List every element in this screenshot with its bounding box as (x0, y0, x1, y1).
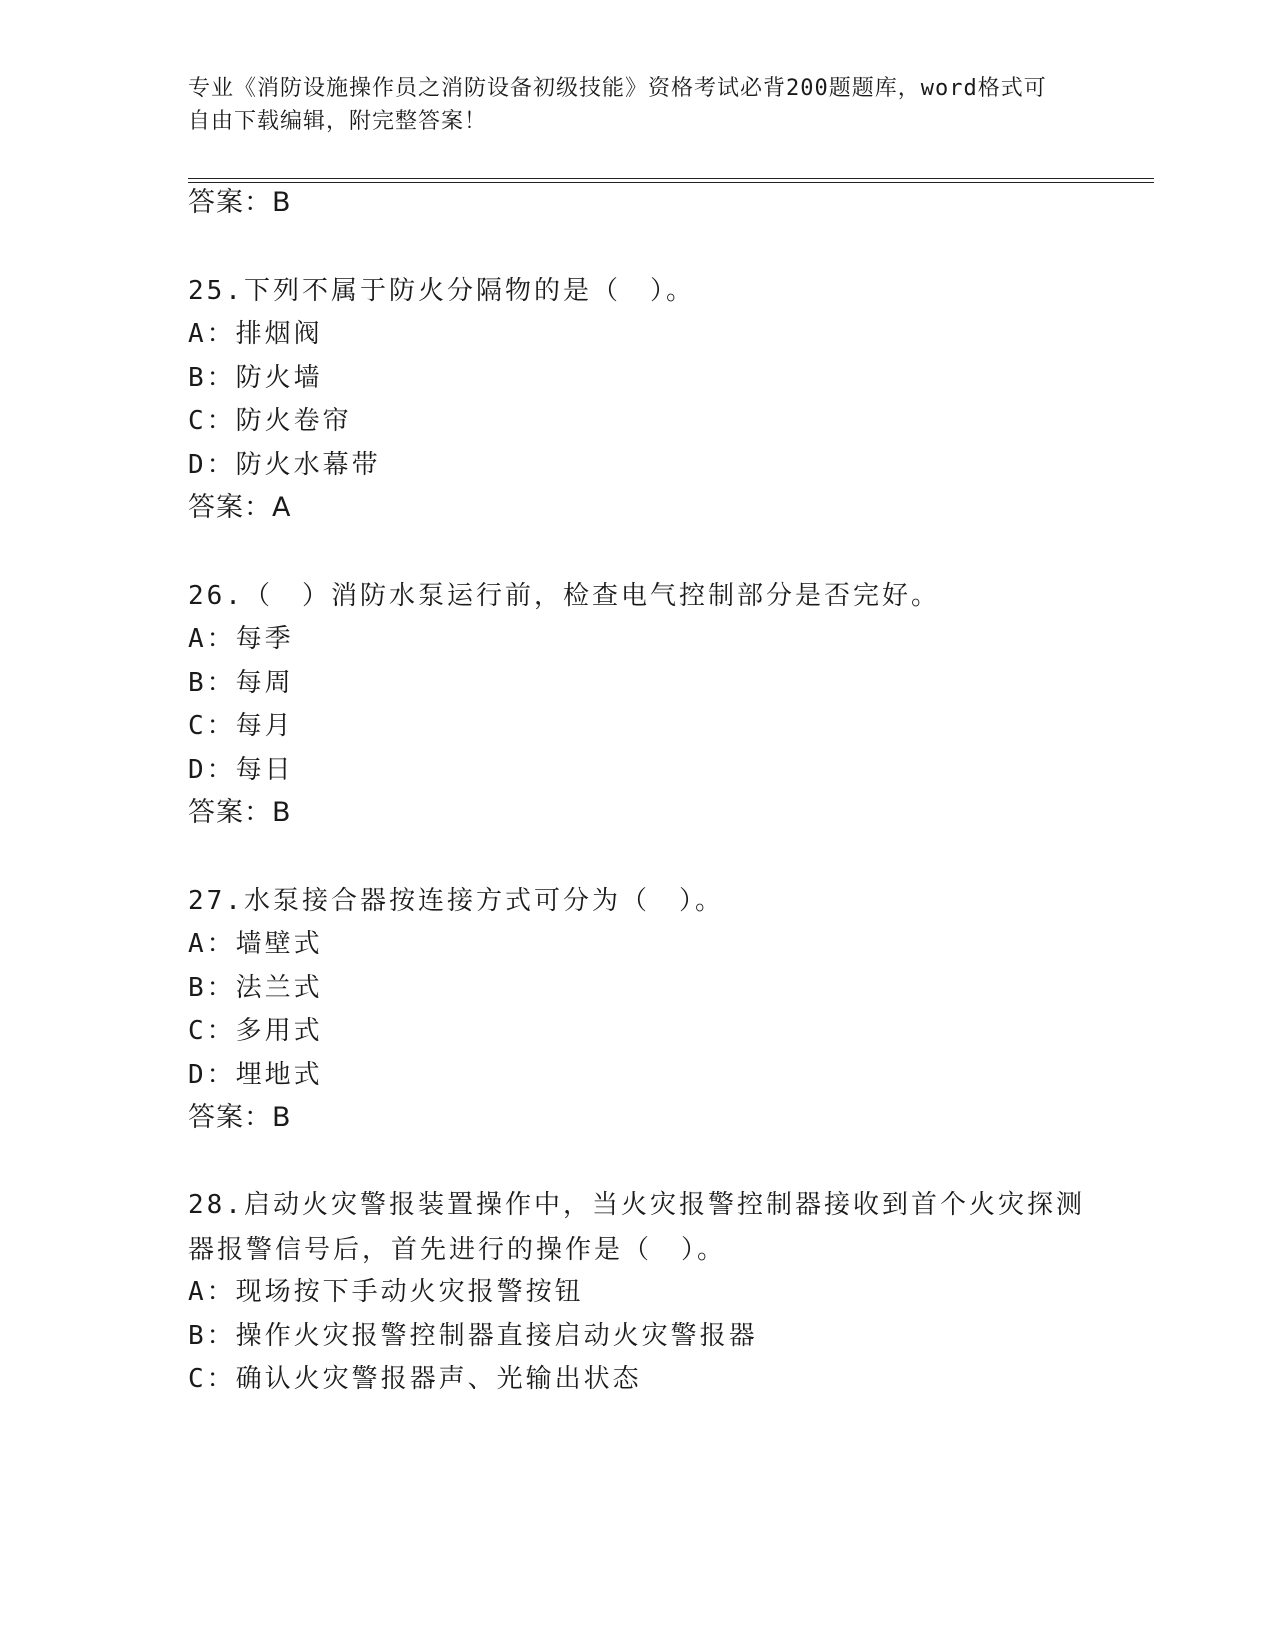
document-intro: 专业《消防设施操作员之消防设备初级技能》资格考试必背200题题库，word格式可自由下载编辑，附完整答案！ (188, 76, 1047, 134)
question-26-option-d: D：每日 (188, 755, 294, 785)
question-27-option-c: C：多用式 (188, 1016, 323, 1046)
question-28-option-c: C：确认火灾警报器声、光输出状态 (188, 1364, 642, 1394)
answer-previous: 答案：B (188, 187, 292, 218)
header-divider-bottom (188, 182, 1154, 183)
question-28-option-a: A：现场按下手动火灾报警按钮 (188, 1277, 584, 1307)
question-26-option-a: A：每季 (188, 624, 294, 654)
question-25-option-b: B：防火墙 (188, 363, 323, 393)
question-25-option-c: C：防火卷帘 (188, 406, 352, 436)
header-divider-top (188, 178, 1154, 179)
question-25-option-d: D：防火水幕带 (188, 450, 381, 480)
question-27-answer: 答案：B (188, 1102, 292, 1133)
question-28-option-b: B：操作火灾报警控制器直接启动火灾警报器 (188, 1321, 758, 1351)
question-26-option-c: C：每月 (188, 711, 294, 741)
question-26-option-b: B：每周 (188, 668, 294, 698)
question-28-stem: 28.启动火灾警报装置操作中，当火灾报警控制器接收到首个火灾探测器报警信号后，首先进行的操作是（ ）。 (188, 1190, 1085, 1265)
question-25-answer: 答案：A (188, 492, 292, 523)
question-27-option-b: B：法兰式 (188, 973, 323, 1003)
question-25-option-a: A：排烟阀 (188, 319, 323, 349)
question-25-stem: 25.下列不属于防火分隔物的是（ ）。 (188, 276, 695, 306)
question-27-stem: 27.水泵接合器按连接方式可分为（ ）。 (188, 886, 724, 916)
question-26-answer: 答案：B (188, 797, 292, 828)
question-27-option-d: D：埋地式 (188, 1060, 323, 1090)
question-27-option-a: A：墙壁式 (188, 929, 323, 959)
question-26-stem: 26.（ ）消防水泵运行前，检查电气控制部分是否完好。 (188, 581, 940, 611)
